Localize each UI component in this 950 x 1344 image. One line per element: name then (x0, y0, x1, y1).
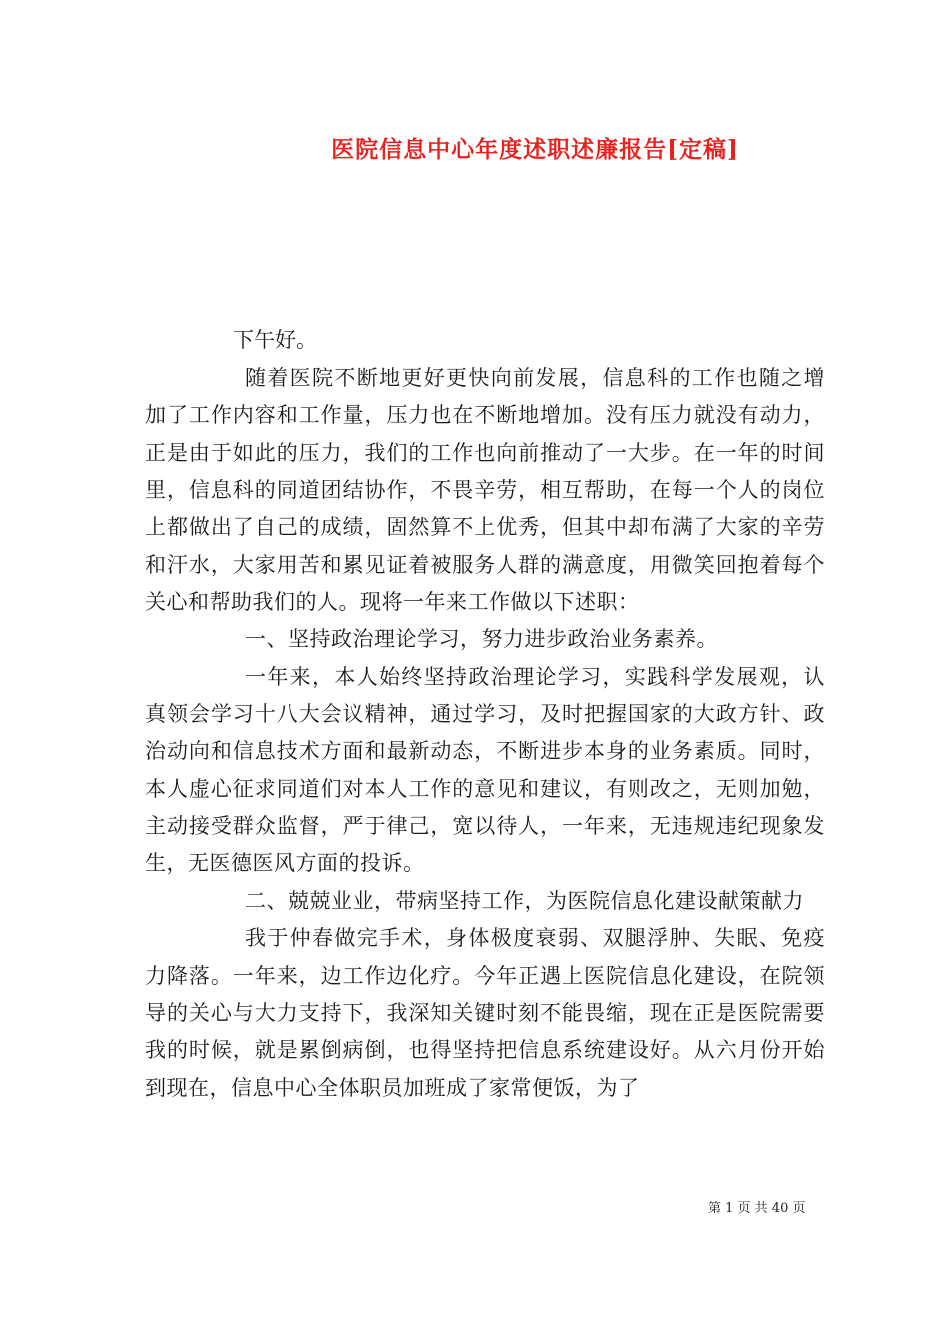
paragraph-intro: 随着医院不断地更好更快向前发展，信息科的工作也随之增加了工作内容和工作量，压力也在不断地增加。没有压力就没有动力，正是由于如此的压力，我们的工作也向前推动了一大步。在一年的时间里，信息科的同道团结协作，不畏辛劳，相互帮助，在每一个人的岗位上都做出了自己的成绩，固然算不上优秀，但其中却布满了大家的辛劳和汗水，大家用苦和累见证着被服务人群的满意度，用微笑回抱着每个关心和帮助我们的人。现将一年来工作做以下述职： (145, 366, 825, 615)
document-title: 医院信息中心年度述职述廉报告[定稿] (331, 136, 739, 163)
section-heading-1: 一、坚持政治理论学习，努力进步政治业务素养。 (245, 627, 718, 652)
paragraph-section-2: 我于仲春做完手术，身体极度衰弱、双腿浮肿、失眠、免疫力降落。一年来，边工作边化疗。今年正遇上医院信息化建设，在院领导的关心与大力支持下，我深知关键时刻不能畏缩，现在正是医院需要我的时候，就是累倒病倒，也得坚持把信息系统建设好。从六月份开始到现在，信息中心全体职员加班成了家常便饭，为了 (145, 926, 825, 1100)
section-heading-2: 二、兢兢业业，带病坚持工作，为医院信息化建设献策献力 (245, 888, 804, 913)
page-footer: 第 1 页 共 40 页 (708, 1201, 806, 1216)
document-body (145, 360, 825, 1107)
paragraph-section-1: 一年来，本人始终坚持政治理论学习，实践科学发展观，认真领会学习十八大会议精神，通过学习，及时把握国家的大政方针、政治动向和信息技术方面和最新动态，不断进步本身的业务素质。同时，本人虚心征求同道们对本人工作的意见和建议，有则改之，无则加勉，主动接受群众监督，严于律己，宽以待人，一年来，无违规违纪现象发生，无医德医风方面的投诉。 (145, 664, 825, 876)
greeting: 下午好。 (233, 328, 317, 352)
